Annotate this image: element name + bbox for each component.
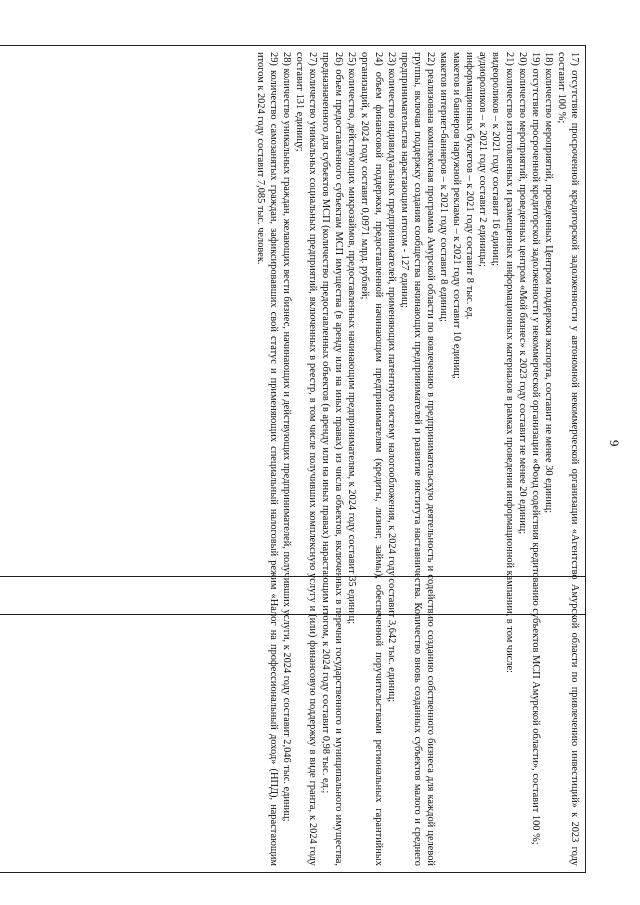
indicator-item: 27) количество уникальных социальных предприятий, включенных в реестр, в том числе получивших комплексную услугу и (или) финансовую поддержку в виде гранта, к 2024 году составит 131 единицу; [294, 52, 319, 866]
indicator-item: 29) количество самозанятых граждан, зафиксировавших свой статус и применяющих специальный налоговый режим «Налог на профессиональный доход» (НПД), нарастающим итогом к 2024 году составит 7,085 тыс. человек. [254, 52, 279, 866]
indicators-text-cell [254, 46, 581, 872]
indicator-item: информационных буклетов – к 2021 году составит 8 тыс. ед. [464, 52, 476, 320]
table-frame [0, 45, 586, 873]
indicator-item: 19) отсутствие просроченной кредиторской задолженности у некоммерческой организации «Фонд содействия кредитованию субъектов МСП Амурской области», составит 100 %; [529, 52, 541, 845]
indicator-item: 25) количество, действующих микрозаймов, предоставленных начинающим предпринимателям, к 2024 году составит 35 единиц; [346, 52, 358, 625]
indicator-item: 18) количество мероприятий, проведенных Центром поддержки экспорта, составит не менее 30 единиц; [542, 52, 554, 514]
indicator-item: 17) отсутствие просроченной кредиторской задолженности у автономной некоммерческой организации «Агентство Амурской области по привлечению инвестиций» к 2023 году составит 100 %; [555, 52, 580, 866]
indicator-item: видеороликов – к 2021 году составит 16 единиц; [490, 52, 502, 267]
indicator-item: 23) количество индивидуальных предпринимателей, применяющих патентную систему налогообложения, к 2024 году составит 3,642 тыс. единиц; [385, 52, 397, 703]
page-number: 9 [607, 440, 622, 447]
indicator-item: макетов интернет-баннеров – к 2021 году составит 8 единиц; [438, 52, 450, 322]
indicator-item: 28) количество уникальных граждан, желающих вести бизнес, начинающих и действующих предпринимателей, получивших услуги, к 2024 году составит 2,046 тыс. единиц; [280, 52, 292, 822]
indicator-item: 22) реализована комплексная программа Амурской области по вовлечению в предпринимательскую деятельность и содействию созданию собственного бизнеса для каждой целевой группы, включая поддержку создания сообщества начинающих предпринимателей и развитие института наставничества. Количество вновь созданных субъектов малого и среднего предпринимательства нарастающим итогом - 127 единиц; [398, 52, 436, 866]
indicator-item: 21) количество изготовленных и размещенных информационных материалов в рамках проведения информационной кампании, в том числе: [503, 52, 515, 673]
indicator-item: аудиороликов – к 2021 году составит 2 единицы; [477, 52, 489, 267]
indicator-item: 20) количество мероприятий, проведенных центром «Мой бизнес» к 2023 году составит не менее 20 единиц; [516, 52, 528, 535]
indicator-item: 24) объем финансовой поддержки, предоставленной начинающим предпринимателям (кредиты, лизинг, займы), обеспеченной поручительствами региональных гарантийных организаций, к 2024 году составит 0,0971 млрд. рублей; [359, 52, 384, 866]
indicator-item: 26) объем предоставленного субъектам МСП имущества (в аренду или на иных правах) из числа объектов, включенных в перечни государственного и муниципального имущества, предназначенного для субъектов МСП (количество предоставленных объектов (в аренду или на иных правах) нарастающим итогом, к 2024 году составит 0,98 тыс. ед.; [320, 52, 345, 866]
indicator-item: макетов и баннеров наружной рекламы – к 2021 году составит 10 единиц; [451, 52, 463, 379]
